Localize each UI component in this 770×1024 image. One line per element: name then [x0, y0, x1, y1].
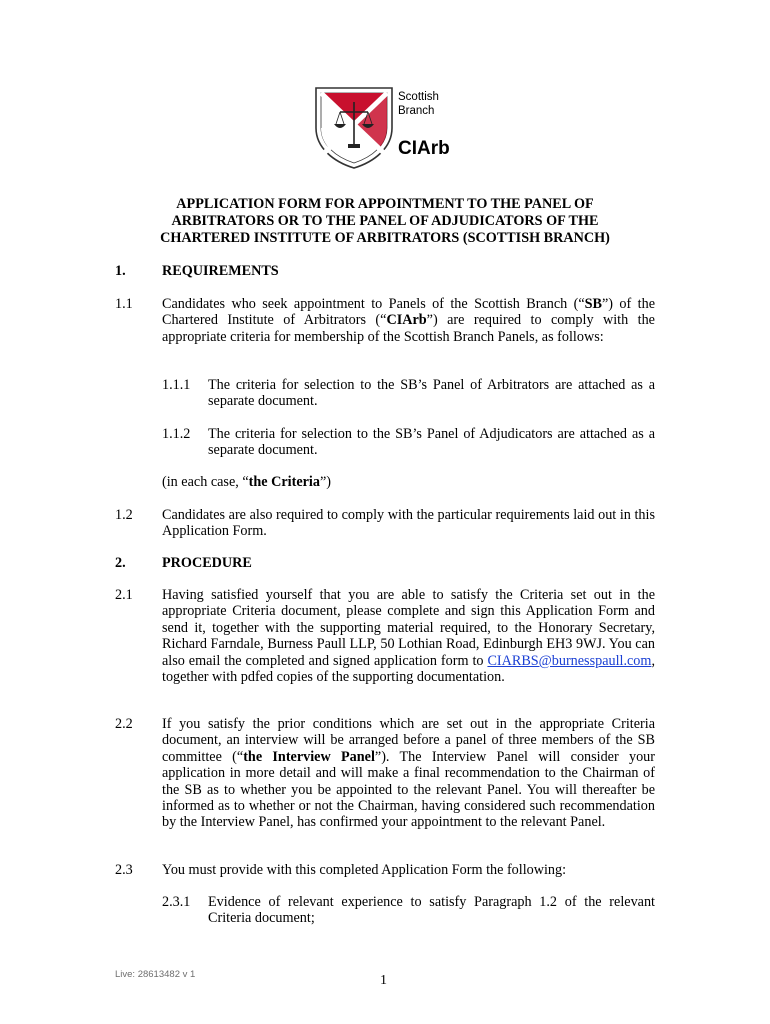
page-number: 1	[380, 973, 387, 988]
section-number: 2.	[115, 555, 126, 571]
clause-number: 1.2	[115, 507, 133, 523]
title-line: APPLICATION FORM FOR APPOINTMENT TO THE PANEL OF	[176, 196, 594, 212]
document-title	[110, 196, 660, 247]
clause-2-1-text: Having satisfied yourself that you are able to satisfy the Criteria set out in the appropriate Criteria document, please complete and sign this Application Form and send it, together with the supporting material required, to the Honorary Secretary, Richard Farndale, Burness Paull LLP, 50 Lothian Road, Edinburgh EH3 9WJ. You can also email the completed and signed application form to CIARBS@burnesspaull.com, together with pdfed copies of the supporting documentation.	[162, 587, 655, 686]
clause-number: 1.1	[115, 296, 133, 312]
subclause-number: 1.1.1	[162, 377, 191, 393]
clause-2-2-text: If you satisfy the prior conditions which are set out in the appropriate Criteria document, an interview will be arranged before a panel of three members of the SB committee (“the Interview Panel”). The Interview Panel will consider your application in more detail and will make a final recommendation to the Chairman of the SB as to whether you be appointed to the relevant Panel. You will thereafter be informed as to whether or not the Chairman, having considered such recommendation by the Interview Panel, has confirmed your appointment to the relevant Panel.	[162, 716, 655, 831]
document-reference: Live: 28613482 v 1	[115, 969, 196, 980]
criteria-definition: (in each case, “the Criteria”)	[162, 474, 331, 490]
subclause-number: 1.1.2	[162, 426, 191, 442]
clause-number: 2.1	[115, 587, 133, 603]
subclause-1-1-1-text: The criteria for selection to the SB’s Panel of Arbitrators are attached as a separate document.	[208, 377, 655, 410]
clause-2-3-text: You must provide with this completed Application Form the following:	[162, 862, 567, 878]
shield-crest-icon	[312, 84, 396, 170]
clause-number: 2.3	[115, 862, 133, 878]
logo-line-branch: Branch	[398, 105, 435, 117]
section-heading: REQUIREMENTS	[162, 263, 279, 279]
subclause-number: 2.3.1	[162, 894, 191, 910]
email-link[interactable]: CIARBS@burnesspaull.com	[487, 652, 652, 669]
subclause-1-1-2-text: The criteria for selection to the SB’s Panel of Adjudicators are attached as a separate document.	[208, 426, 655, 459]
section-heading: PROCEDURE	[162, 555, 252, 571]
logo-line-scottish: Scottish	[398, 91, 439, 103]
clause-number: 2.2	[115, 716, 133, 732]
ciarb-logo	[312, 84, 462, 170]
logo-branch-label	[398, 90, 439, 118]
clause-1-2-text: Candidates are also required to comply with the particular requirements laid out in this Application Form.	[162, 507, 655, 540]
clause-1-1-text: Candidates who seek appointment to Panels of the Scottish Branch (“SB”) of the Chartered Institute of Arbitrators (“CIArb”) are required to comply with the appropriate criteria for membership of the Scottish Branch Panels, as follows:	[162, 296, 655, 345]
title-line: CHARTERED INSTITUTE OF ARBITRATORS (SCOTTISH BRANCH)	[160, 230, 610, 246]
section-number: 1.	[115, 263, 126, 279]
logo-wordmark: CIArb	[398, 138, 450, 159]
subclause-2-3-1-text: Evidence of relevant experience to satisfy Paragraph 1.2 of the relevant Criteria document;	[208, 894, 655, 927]
title-line: ARBITRATORS OR TO THE PANEL OF ADJUDICATORS OF THE	[171, 213, 599, 229]
